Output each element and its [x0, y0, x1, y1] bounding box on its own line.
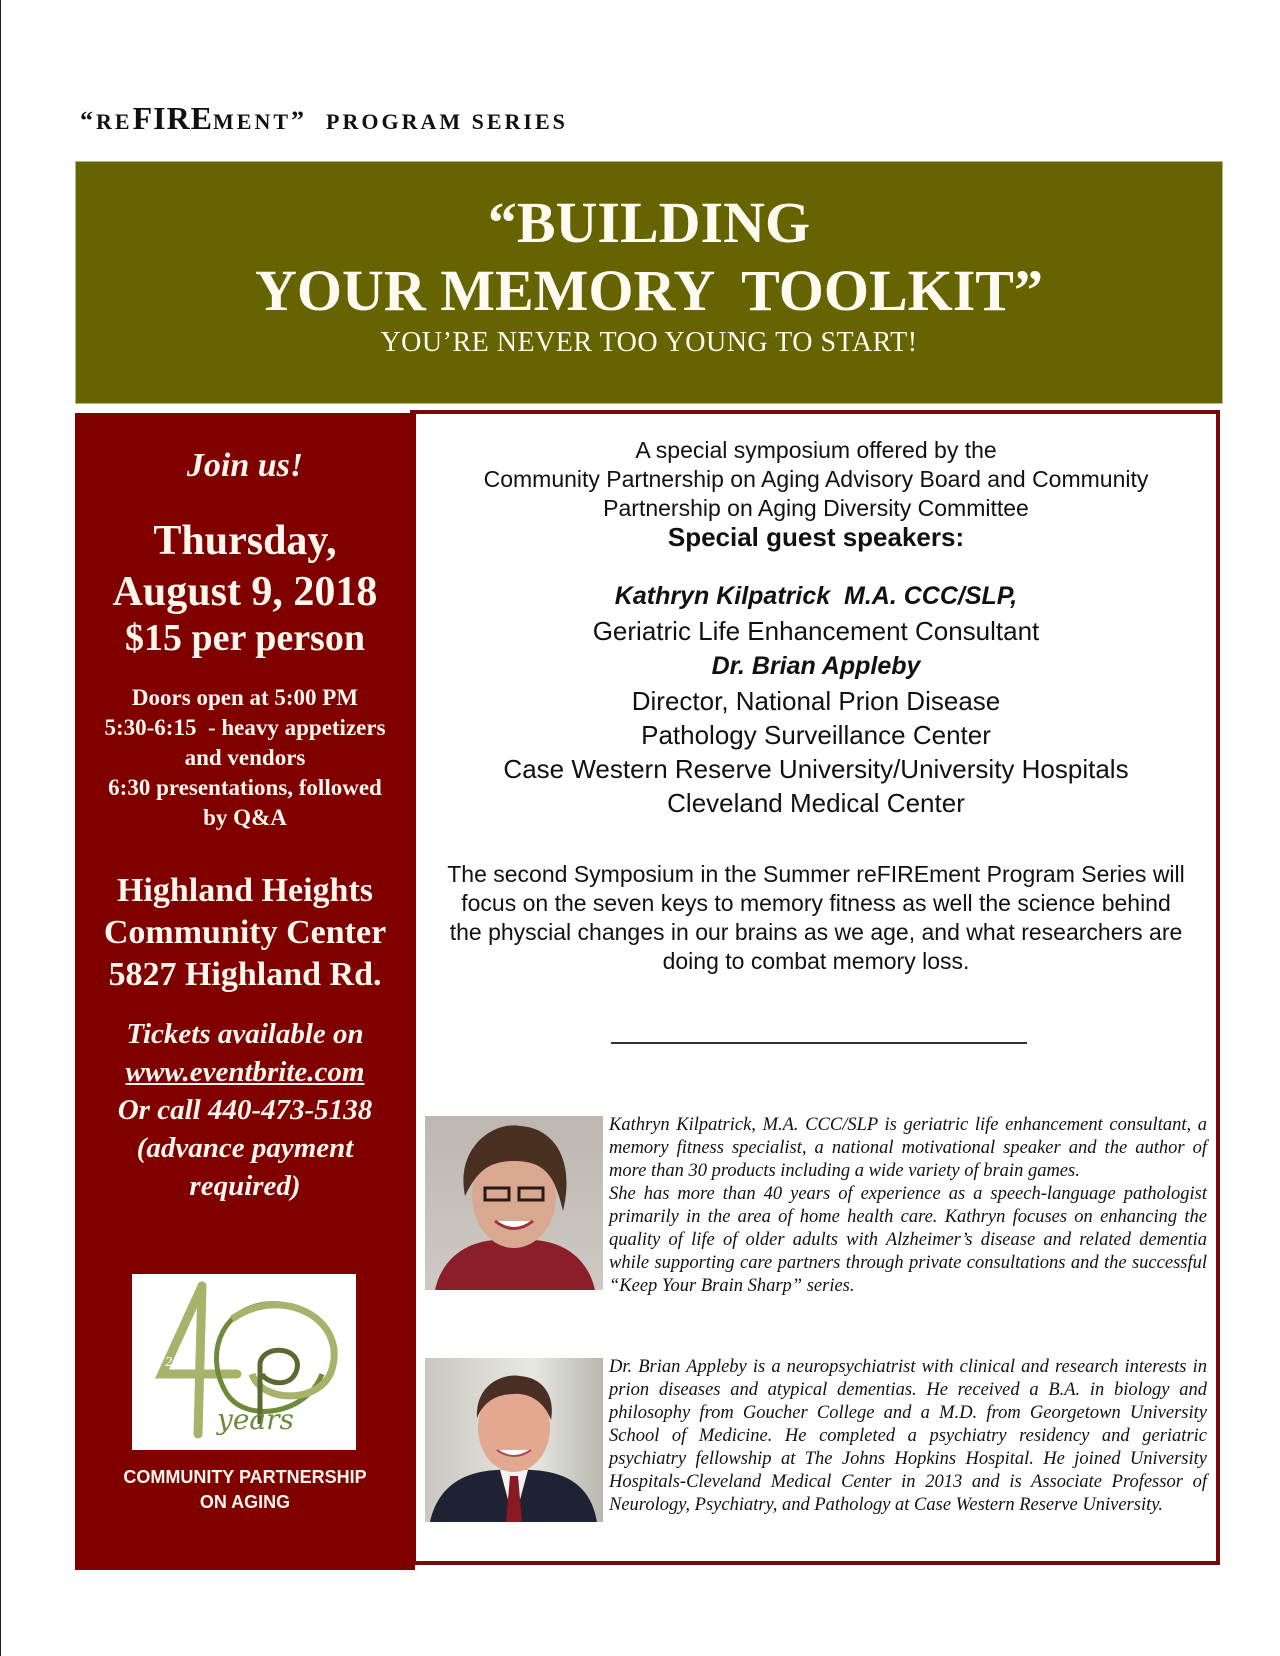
- schedule-line: Doors open at 5:00 PM: [131, 685, 359, 710]
- event-details-panel: [75, 413, 415, 1570]
- symposium-intro: [416, 436, 1216, 523]
- logo-years-word: years: [217, 1403, 294, 1436]
- banner-subtitle: YOU’RE NEVER TOO YOUNG TO START!: [380, 327, 918, 358]
- ticket-info: [75, 1015, 415, 1205]
- speaker2-affiliation: [416, 684, 1216, 820]
- tickets-available-text: Tickets available on: [126, 1018, 364, 1050]
- schedule-line: 6:30 presentations, followed: [108, 775, 382, 800]
- affiliation-line: Pathology Surveillance Center: [641, 720, 991, 750]
- advance-payment-text: (advance payment: [136, 1132, 354, 1164]
- org-line2: ON AGING: [199, 1492, 291, 1512]
- brian-bio: [425, 1356, 1207, 1531]
- eventbrite-link[interactable]: www.eventbrite.com: [125, 1056, 365, 1088]
- page-edge: [0, 0, 1, 1656]
- join-us-heading: Join us!: [186, 447, 304, 484]
- affiliation-line: Case Western Reserve University/University Hospitals: [503, 754, 1129, 784]
- org-line1: COMMUNITY PARTNERSHIP: [123, 1467, 367, 1487]
- series-ment: MENT: [213, 109, 292, 134]
- phone-text: Or call 440-473-5138: [117, 1094, 373, 1126]
- schedule-line: by Q&A: [203, 805, 287, 830]
- guest-speakers-heading: Special guest speakers:: [667, 522, 965, 552]
- kathryn-bio: [425, 1114, 1207, 1298]
- series-fire: FIRE: [132, 100, 214, 136]
- speaker1-name: Kathryn Kilpatrick M.A. CCC/SLP,: [614, 582, 1018, 610]
- banner-title-line1: “BUILDING: [487, 190, 811, 255]
- event-price: $15 per person: [125, 617, 365, 659]
- bio2-paragraph: Dr. Brian Appleby is a neuropsychiatrist with clinical and research interests in prion diseases and atypical dementias. He received a B.A. in biology and philosophy from Goucher College and a M.D. from Georgetown University School of Medicine. He completed a psychiatry residency and geriatric psychiatry fellowship at The Johns Hopkins Hospital. He joined University Hospitals-Cleveland Medical Center in 2013 and is Associate Professor of Neurology, Psychiatry, and Pathology at Case Western Reserve University.: [609, 1357, 1207, 1515]
- speaker1-title: Geriatric Life Enhancement Consultant: [592, 616, 1040, 646]
- cpoa-40-years-logo: [132, 1274, 356, 1450]
- divider-line: [611, 1042, 1027, 1044]
- speaker2-name: Dr. Brian Appleby: [711, 652, 921, 680]
- intro-line: A special symposium offered by the: [635, 437, 997, 463]
- affiliation-line: Cleveland Medical Center: [667, 788, 965, 818]
- organization-name: [75, 1465, 415, 1515]
- symposium-info-panel: [410, 410, 1220, 1565]
- intro-line: Partnership on Aging Diversity Committee: [603, 495, 1029, 521]
- venue-line: 5827 Highland Rd.: [108, 956, 382, 993]
- affiliation-line: Director, National Prion Disease: [631, 686, 1001, 716]
- event-schedule: [75, 683, 415, 833]
- required-text: required): [189, 1170, 301, 1202]
- title-banner: [75, 161, 1223, 404]
- series-close-quote: ”: [291, 106, 308, 135]
- bio1-paragraph2: She has more than 40 years of experience as a speech-language pathologist primarily in the area of home health care. Kathryn focuses on enhancing the quality of life of older adults with Alzheimer’s disease and related dementia while supporting care partners through private consultations and the successful “Keep Your Brain Sharp” series.: [609, 1184, 1207, 1296]
- intro-line: Community Partnership on Aging Advisory Board and Community: [483, 466, 1149, 492]
- symposium-description: The second Symposium in the Summer reFIREment Program Series will focus on the seven keys to memory fitness as well the science behind the physcial changes in our brains as we age, and what researchers are doing to combat memory loss.: [447, 861, 1185, 974]
- venue-line: Highland Heights: [116, 872, 373, 909]
- event-day: Thursday,: [153, 518, 337, 564]
- logo-graphic: [132, 1274, 356, 1450]
- schedule-line: and vendors: [184, 745, 306, 770]
- logo-year: 2018: [165, 1355, 196, 1369]
- event-date: August 9, 2018: [112, 569, 378, 615]
- schedule-line: 5:30-6:15 - heavy appetizers: [104, 715, 386, 740]
- banner-title-line2: YOUR MEMORY TOOLKIT”: [254, 258, 1043, 323]
- bio1-paragraph1: Kathryn Kilpatrick, M.A. CCC/SLP is geriatric life enhancement consultant, a memory fitness specialist, a national motivational speaker and the author of more than 30 products including a wide variety of brain games.: [609, 1115, 1207, 1181]
- venue-line: Community Center: [103, 914, 387, 951]
- series-rest: PROGRAM SERIES: [326, 109, 568, 134]
- series-open-quote: “: [80, 106, 96, 135]
- series-title: [80, 100, 568, 137]
- event-venue: [75, 870, 415, 996]
- series-re: RE: [96, 109, 133, 134]
